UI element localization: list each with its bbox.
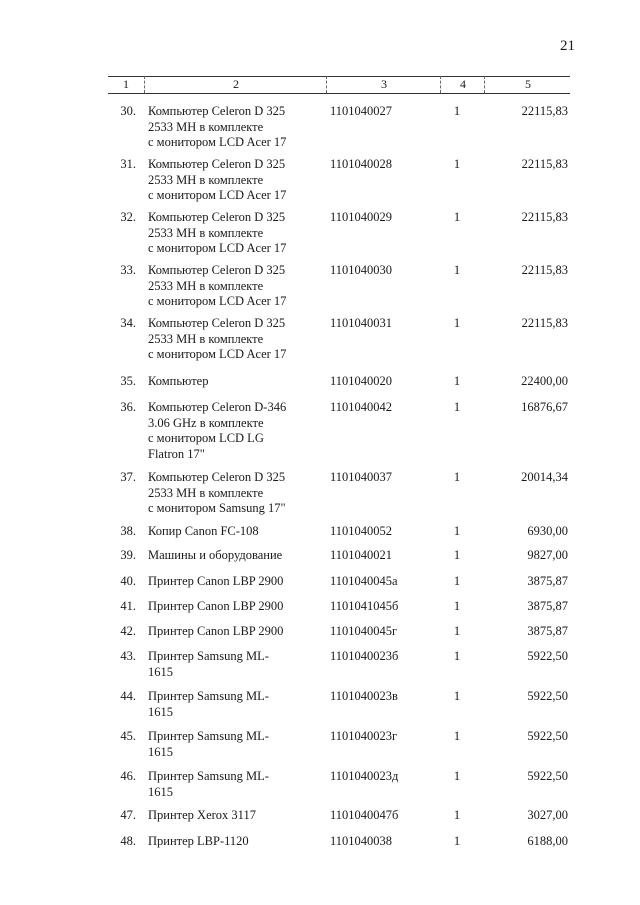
table-row: [108, 400, 570, 462]
item-name: Компьютер Celeron D-346 3.06 GHz в комплекте с монитором LCD LG Flatron 17": [148, 400, 287, 461]
table-row: [108, 210, 570, 257]
row-number: 37.: [120, 470, 136, 484]
quantity: 1: [453, 574, 461, 588]
table-row: [108, 316, 570, 363]
table-row: [108, 470, 570, 517]
header-col-4: 4: [440, 76, 485, 93]
amount: 5922,50: [527, 689, 568, 703]
inventory-code: 1101040021: [330, 548, 393, 562]
row-number: 43.: [120, 649, 136, 663]
header-col-2: 2: [144, 76, 327, 93]
header-col-5: 5: [484, 76, 571, 93]
inventory-code: 1101040023б: [330, 649, 399, 663]
row-number: 47.: [120, 808, 136, 822]
amount: 3875,87: [527, 624, 568, 638]
row-number: 45.: [120, 729, 136, 743]
inventory-code: 1101040029: [330, 210, 393, 224]
amount: 22400,00: [521, 374, 568, 388]
quantity: 1: [453, 524, 461, 538]
quantity: 1: [453, 548, 461, 562]
inventory-code: 1101040028: [330, 157, 393, 171]
item-name: Компьютер Celeron D 325 2533 МН в комплекте с монитором LCD Acer 17: [148, 104, 287, 149]
table-row: [108, 548, 570, 564]
amount: 5922,50: [527, 769, 568, 783]
inventory-code: 1101040030: [330, 263, 393, 277]
table-row: [108, 834, 570, 850]
item-name: Принтер Samsung ML- 1615: [148, 729, 269, 759]
row-number: 39.: [120, 548, 136, 562]
row-number: 42.: [120, 624, 136, 638]
amount: 3875,87: [527, 599, 568, 613]
table-row: [108, 649, 570, 680]
amount: 5922,50: [527, 729, 568, 743]
inventory-code: 1101040047б: [330, 808, 399, 822]
inventory-code: 1101040038: [330, 834, 393, 848]
row-number: 44.: [120, 689, 136, 703]
inventory-code: 1101040052: [330, 524, 393, 538]
item-name: Принтер Samsung ML- 1615: [148, 769, 269, 799]
item-name: Машины и оборудование: [148, 548, 283, 562]
item-name: Принтер LBP-1120: [148, 834, 249, 848]
amount: 9827,00: [527, 548, 568, 562]
table-row: [108, 769, 570, 800]
quantity: 1: [453, 769, 461, 783]
item-name: Компьютер Celeron D 325 2533 МН в комплекте с монитором LCD Acer 17: [148, 316, 287, 361]
table-row: [108, 599, 570, 615]
quantity: 1: [453, 729, 461, 743]
inventory-code: 1101040023г: [330, 729, 398, 743]
row-number: 46.: [120, 769, 136, 783]
table-row: [108, 157, 570, 204]
row-number: 34.: [120, 316, 136, 330]
page-number: 21: [560, 38, 575, 54]
quantity: 1: [453, 649, 461, 663]
row-number: 48.: [120, 834, 136, 848]
table-row: [108, 808, 570, 824]
amount: 5922,50: [527, 649, 568, 663]
inventory-code: 1101040020: [330, 374, 393, 388]
table-row: [108, 263, 570, 310]
header-bottom-rule: [108, 93, 570, 94]
row-number: 40.: [120, 574, 136, 588]
item-name: Компьютер: [148, 374, 209, 388]
quantity: 1: [453, 263, 461, 277]
quantity: 1: [453, 808, 461, 822]
item-name: Принтер Samsung ML- 1615: [148, 649, 269, 679]
row-number: 32.: [120, 210, 136, 224]
item-name: Принтер Canon LBP 2900: [148, 574, 284, 588]
amount: 22115,83: [521, 157, 568, 171]
item-name: Принтер Canon LBP 2900: [148, 599, 284, 613]
amount: 3027,00: [527, 808, 568, 822]
inventory-code: 1101040037: [330, 470, 393, 484]
table-row: [108, 689, 570, 720]
quantity: 1: [453, 157, 461, 171]
header-col-3: 3: [326, 76, 441, 93]
item-name: Компьютер Celeron D 325 2533 МН в комплекте с монитором Samsung 17": [148, 470, 286, 515]
quantity: 1: [453, 624, 461, 638]
item-name: Принтер Xerox 3117: [148, 808, 256, 822]
row-number: 38.: [120, 524, 136, 538]
inventory-code: 1101041045б: [330, 599, 399, 613]
amount: 16876,67: [521, 400, 568, 414]
inventory-code: 1101040023в: [330, 689, 398, 703]
inventory-code: 1101040031: [330, 316, 393, 330]
quantity: 1: [453, 400, 461, 414]
header-col-1: 1: [123, 77, 129, 91]
item-name: Принтер Canon LBP 2900: [148, 624, 284, 638]
item-name: Копир Canon FC-108: [148, 524, 259, 538]
amount: 22115,83: [521, 316, 568, 330]
inventory-code: 1101040045г: [330, 624, 398, 638]
item-name: Компьютер Celeron D 325 2533 МН в комплекте с монитором LCD Acer 17: [148, 210, 287, 255]
amount: 22115,83: [521, 210, 568, 224]
quantity: 1: [453, 374, 461, 388]
amount: 20014,34: [521, 470, 568, 484]
row-number: 41.: [120, 599, 136, 613]
table-row: [108, 524, 570, 540]
item-name: Компьютер Celeron D 325 2533 МН в комплекте с монитором LCD Acer 17: [148, 157, 287, 202]
row-number: 31.: [120, 157, 136, 171]
row-number: 30.: [120, 104, 136, 118]
inventory-code: 1101040027: [330, 104, 393, 118]
row-number: 36.: [120, 400, 136, 414]
row-number: 35.: [120, 374, 136, 388]
quantity: 1: [453, 210, 461, 224]
amount: 22115,83: [521, 104, 568, 118]
inventory-code: 1101040042: [330, 400, 393, 414]
quantity: 1: [453, 599, 461, 613]
row-number: 33.: [120, 263, 136, 277]
quantity: 1: [453, 316, 461, 330]
table-row: [108, 104, 570, 151]
amount: 3875,87: [527, 574, 568, 588]
amount: 6930,00: [527, 524, 568, 538]
item-name: Компьютер Celeron D 325 2533 МН в комплекте с монитором LCD Acer 17: [148, 263, 287, 308]
table-row: [108, 729, 570, 760]
quantity: 1: [453, 104, 461, 118]
quantity: 1: [453, 834, 461, 848]
table-row: [108, 624, 570, 640]
amount: 6188,00: [527, 834, 568, 848]
table-row: [108, 574, 570, 590]
table-header: [108, 76, 570, 96]
table-row: [108, 374, 570, 390]
inventory-code: 1101040023д: [330, 769, 399, 783]
item-name: Принтер Samsung ML- 1615: [148, 689, 269, 719]
quantity: 1: [453, 689, 461, 703]
amount: 22115,83: [521, 263, 568, 277]
quantity: 1: [453, 470, 461, 484]
inventory-code: 1101040045а: [330, 574, 398, 588]
